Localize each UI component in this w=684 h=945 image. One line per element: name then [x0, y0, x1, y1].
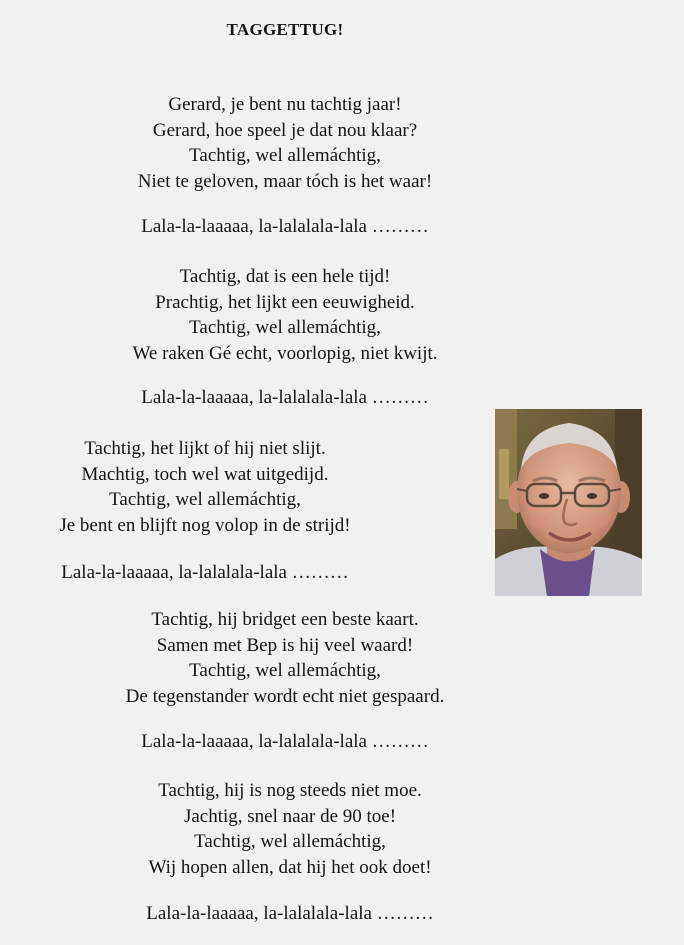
- verse-line: De tegenstander wordt echt niet gespaard.: [125, 685, 445, 707]
- poem-title: TAGGETTUG!: [226, 20, 344, 39]
- verse-line: Gerard, je bent nu tachtig jaar!: [168, 94, 402, 115]
- portrait-photo: [495, 409, 642, 596]
- verse-line: Jachtig, snel naar de 90 toe!: [183, 805, 397, 827]
- verse-line: Tachtig, wel allemáchtig,: [189, 145, 381, 166]
- verse-line: Je bent en blijft nog volop in de strijd!: [59, 514, 351, 536]
- refrain-3: Lala-la-laaaaa, la-lalalala-lala ………: [61, 562, 349, 583]
- verse-line: Niet te geloven, maar tóch is het waar!: [137, 170, 433, 192]
- verse-5: [90, 778, 490, 880]
- verse-line: Tachtig, hij bridget een beste kaart.: [151, 609, 419, 630]
- refrain-1: Lala-la-laaaaa, la-lalalala-lala ………: [141, 216, 429, 237]
- verse-line: We raken Gé echt, voorlopig, niet kwijt.: [132, 342, 438, 364]
- verse-line: Tachtig, wel allemáchtig,: [189, 660, 381, 681]
- verse-line: Tachtig, wel allemáchtig,: [109, 489, 301, 510]
- refrain-5: Lala-la-laaaaa, la-lalalala-lala ………: [146, 903, 434, 924]
- verse-line: Wij hopen allen, dat hij het ook doet!: [148, 856, 432, 878]
- verse-line: Tachtig, hij is nog steeds niet moe.: [158, 780, 422, 801]
- verse-line: Tachtig, wel allemáchtig,: [194, 831, 386, 852]
- verse-line: Machtig, toch wel wat uitgedijd.: [81, 463, 329, 485]
- verse-line: Tachtig, dat is een hele tijd!: [179, 266, 391, 287]
- verse-line: Tachtig, het lijkt of hij niet slijt.: [84, 438, 326, 459]
- refrain-2: Lala-la-laaaaa, la-lalalala-lala ………: [141, 387, 429, 408]
- verse-1: [90, 92, 480, 194]
- verse-line: Prachtig, het lijkt een eeuwigheid.: [155, 291, 415, 313]
- refrain-4: Lala-la-laaaaa, la-lalalala-lala ………: [141, 731, 429, 752]
- verse-4: [75, 607, 495, 709]
- verse-3: [15, 436, 395, 538]
- portrait-image: [495, 409, 642, 596]
- verse-line: Samen met Bep is hij veel waard!: [156, 634, 414, 656]
- verse-line: Gerard, hoe speel je dat nou klaar?: [152, 119, 418, 141]
- verse-2: [80, 264, 490, 366]
- verse-line: Tachtig, wel allemáchtig,: [189, 317, 381, 338]
